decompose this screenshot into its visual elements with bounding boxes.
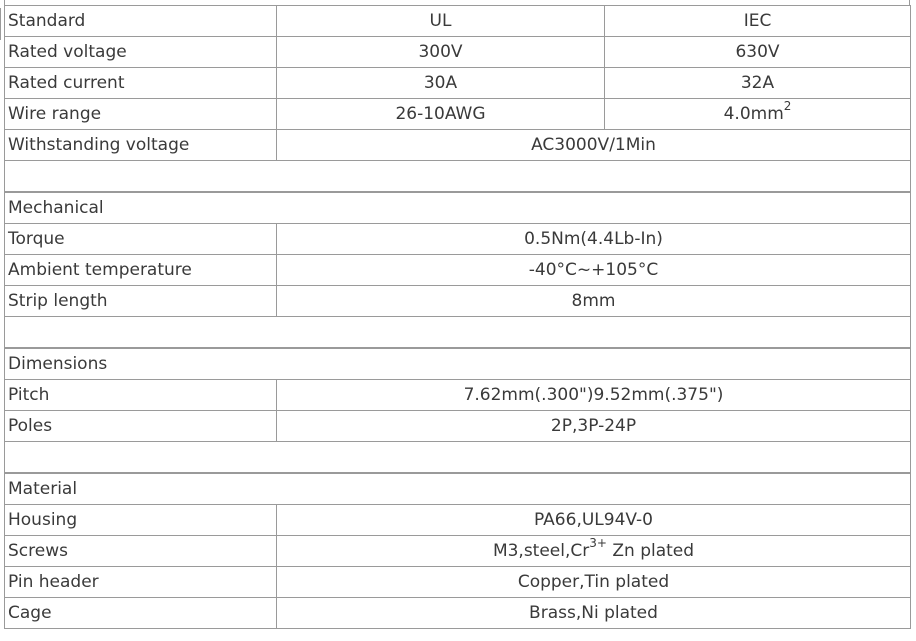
section-heading-row [5,473,911,505]
pin-header-value: Copper,Tin plated [277,567,911,598]
ambient-temperature-value: -40°C~+105°C [277,255,911,286]
housing-label: Housing [5,505,277,536]
screws-label: Screws [5,536,277,567]
wire-range-iec-superscript: 2 [783,99,792,113]
dimensions-heading: Dimensions [5,348,911,380]
rated-current-ul: 30A [277,68,605,99]
table-row [5,37,911,68]
wire-range-label: Wire range [5,99,277,130]
poles-label: Poles [5,411,277,442]
table-row [5,536,911,567]
table-row [5,567,911,598]
withstanding-voltage-value: AC3000V/1Min [277,130,911,161]
table-row [5,380,911,411]
table-row [5,68,911,99]
table-row [5,6,911,37]
torque-value: 0.5Nm(4.4Lb-In) [277,224,911,255]
strip-length-value: 8mm [277,286,911,317]
poles-value: 2P,3P-24P [277,411,911,442]
spacer-row [5,317,911,349]
spec-table [4,5,911,629]
wire-range-iec [605,99,911,130]
torque-label: Torque [5,224,277,255]
table-row [5,411,911,442]
screws-value-superscript: 3+ [589,536,607,550]
table-row [5,99,911,130]
table-row [5,505,911,536]
standard-ul: UL [277,6,605,37]
screws-value [277,536,911,567]
ambient-temperature-label: Ambient temperature [5,255,277,286]
cage-value: Brass,Ni plated [277,598,911,629]
spacer-row [5,442,911,474]
wire-range-iec-base: 4.0mm [723,104,784,124]
section-heading-row [5,192,911,224]
rated-current-label: Rated current [5,68,277,99]
screws-value-suffix: Zn plated [606,541,695,561]
table-row [5,224,911,255]
pin-header-label: Pin header [5,567,277,598]
table-row [5,598,911,629]
withstanding-voltage-label: Withstanding voltage [5,130,277,161]
standard-label: Standard [5,6,277,37]
standard-iec: IEC [605,6,911,37]
cage-label: Cage [5,598,277,629]
section-heading-row [5,348,911,380]
table-row [5,130,911,161]
pitch-label: Pitch [5,380,277,411]
material-heading: Material [5,473,911,505]
spacer-row [5,161,911,193]
rated-current-iec: 32A [605,68,911,99]
strip-length-label: Strip length [5,286,277,317]
wire-range-ul: 26-10AWG [277,99,605,130]
table-row [5,255,911,286]
rated-voltage-ul: 300V [277,37,605,68]
pitch-value: 7.62mm(.300")9.52mm(.375") [277,380,911,411]
rated-voltage-label: Rated voltage [5,37,277,68]
rated-voltage-iec: 630V [605,37,911,68]
mechanical-heading: Mechanical [5,192,911,224]
screws-value-prefix: M3,steel,Cr [492,541,590,561]
table-row [5,286,911,317]
housing-value: PA66,UL94V-0 [277,505,911,536]
